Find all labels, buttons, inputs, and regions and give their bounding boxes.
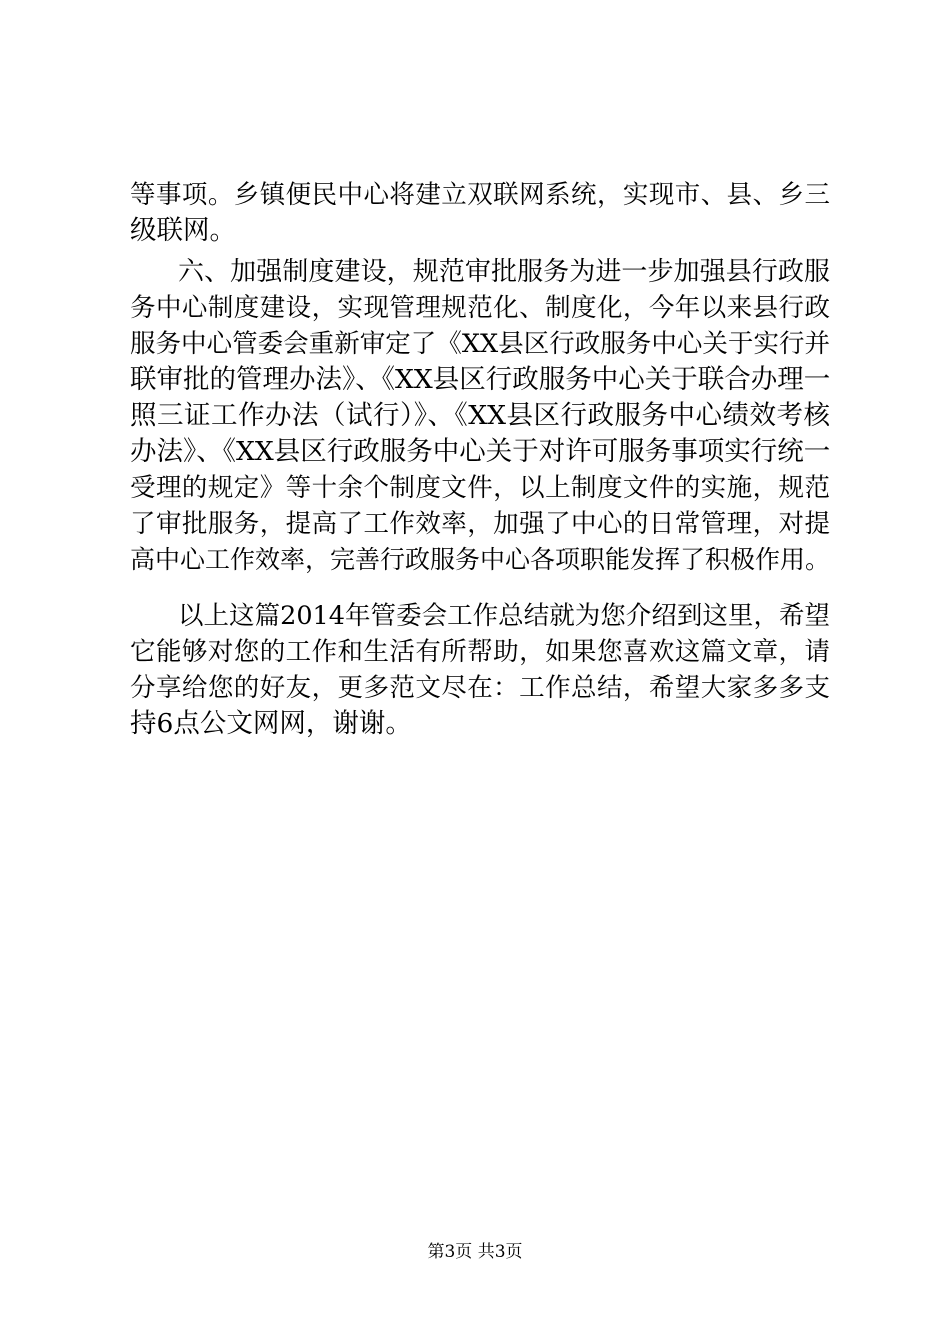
paragraph-line: 了审批服务，提高了工作效率，加强了中心的日常管理，对提 — [130, 509, 830, 539]
paragraph-line: 务中心制度建设，实现管理规范化、制度化，今年以来县行政 — [130, 293, 830, 323]
paragraph-line: 分享给您的好友，更多范文尽在：工作总结，希望大家多多支 — [130, 673, 830, 703]
paragraph-line: 服务中心管委会重新审定了《XX县区行政服务中心关于实行并 — [130, 329, 830, 359]
paragraph-line: 以上这篇2014年管委会工作总结就为您介绍到这里，希望 — [178, 601, 830, 631]
paragraph-line: 高中心工作效率，完善行政服务中心各项职能发挥了积极作用。 — [130, 545, 831, 574]
paragraph-line: 受理的规定》等十余个制度文件，以上制度文件的实施，规范 — [130, 473, 830, 503]
paragraph-line: 六、加强制度建设，规范审批服务为进一步加强县行政服 — [178, 257, 830, 287]
paragraph-line: 级联网。 — [130, 215, 236, 246]
paragraph-line: 联审批的管理办法》、《XX县区行政服务中心关于联合办理一 — [130, 364, 831, 395]
paragraph-line: 持6点公文网网，谢谢。 — [130, 708, 412, 739]
paragraph-line: 等事项。乡镇便民中心将建立双联网系统，实现市、县、乡三 — [130, 180, 830, 210]
paragraph-line: 照三证工作办法（试行）》、《XX县区行政服务中心绩效考核 — [130, 400, 830, 431]
page-number-footer: 第3页 共3页 — [427, 1242, 523, 1262]
paragraph-line: 它能够对您的工作和生活有所帮助，如果您喜欢这篇文章，请 — [130, 637, 830, 667]
paragraph-line: 办法》、《XX县区行政服务中心关于对许可服务事项实行统一 — [130, 436, 831, 467]
